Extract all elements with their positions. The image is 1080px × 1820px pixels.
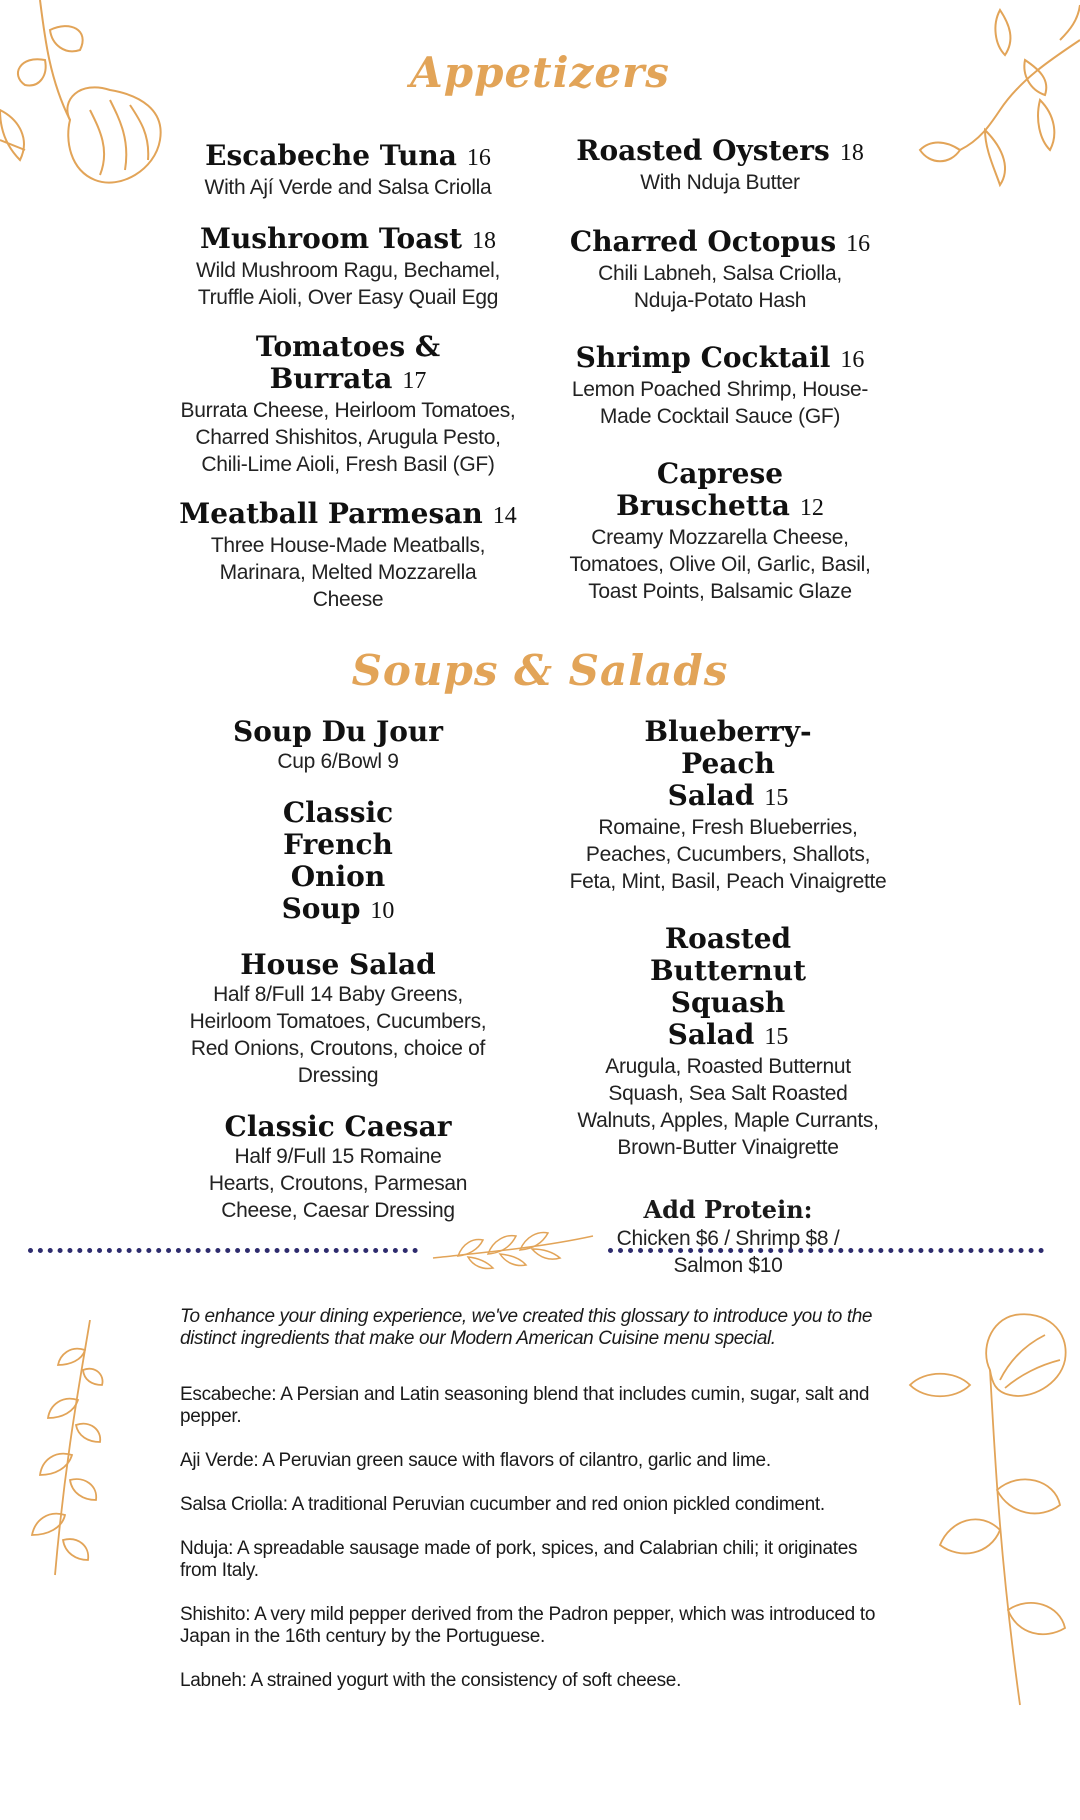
item-name: Roasted Butternut Squash Salad <box>649 922 807 1051</box>
divider-right <box>608 1248 1044 1253</box>
flower-bud-branch-icon <box>900 0 1080 200</box>
item-name: Tomatoes & Burrata <box>255 330 441 395</box>
menu-item <box>550 458 890 605</box>
item-price: 15 <box>764 1024 789 1050</box>
appetizers-title: Appetizers <box>410 48 670 97</box>
menu-item <box>550 135 890 196</box>
appetizers-right-column <box>550 135 890 605</box>
divider-left <box>28 1248 418 1253</box>
item-description: With Ají Verde and Salsa Criolla <box>204 176 492 199</box>
soups-right-column <box>568 716 888 1279</box>
tall-flower-branch-icon <box>900 1310 1080 1710</box>
item-name: Meatball Parmesan <box>179 497 483 530</box>
item-price: 14 <box>492 503 517 529</box>
item-name: Roasted Oysters <box>576 134 830 167</box>
menu-item <box>178 716 498 775</box>
item-description: Chili Labneh, Salsa Criolla, Nduja-Potato Hash <box>598 262 842 312</box>
menu-item <box>178 949 498 1089</box>
item-price: 16 <box>466 145 491 171</box>
item-name: Soup Du Jour <box>233 715 443 748</box>
item-description: Burrata Cheese, Heirloom Tomatoes, Charred Shishitos, Arugula Pesto, Chili-Lime Aioli, Fresh Basil (GF) <box>180 399 516 476</box>
appetizers-left-column <box>178 140 518 613</box>
menu-item <box>568 716 888 895</box>
item-price: 16 <box>840 347 865 373</box>
add-protein <box>568 1195 888 1279</box>
item-price: 18 <box>472 228 497 254</box>
glossary-entry: Salsa Criolla: A traditional Peruvian cucumber and red onion pickled condiment. <box>180 1494 825 1515</box>
item-name: Classic Caesar <box>224 1110 452 1143</box>
add-protein-prices: Chicken $6 / Shrimp $8 / Salmon $10 <box>616 1227 840 1277</box>
item-price: 17 <box>402 368 427 394</box>
glossary-entry: Escabeche: A Persian and Latin seasoning blend that includes cumin, sugar, salt and pepper. <box>180 1384 870 1427</box>
item-name: Charred Octopus <box>569 225 837 258</box>
menu-item <box>550 342 890 430</box>
glossary-entry: Labneh: A strained yogurt with the consistency of soft cheese. <box>180 1670 682 1691</box>
item-name: Mushroom Toast <box>199 222 463 255</box>
item-description: Cup 6/Bowl 9 <box>277 750 399 773</box>
item-price: 12 <box>799 495 824 521</box>
glossary-entry: Nduja: A spreadable sausage made of pork, spices, and Calabrian chili; it originates from Italy. <box>180 1538 858 1581</box>
item-description: With Nduja Butter <box>640 171 800 194</box>
item-price: 18 <box>839 140 864 166</box>
glossary-entry: Shishito: A very mild pepper derived from the Padron pepper, which was introduced to Japan in the 16th century by the Portuguese. <box>180 1604 876 1647</box>
item-description: Three House-Made Meatballs, Marinara, Melted Mozzarella Cheese <box>210 534 486 611</box>
item-name: Escabeche Tuna <box>205 139 457 172</box>
item-name: Classic French Onion Soup <box>281 796 394 925</box>
item-name: Blueberry-Peach Salad <box>644 715 812 812</box>
menu-item <box>178 797 498 927</box>
glossary <box>180 1306 880 1714</box>
soups-left-column <box>178 716 498 1224</box>
item-description: Romaine, Fresh Blueberries, Peaches, Cucumbers, Shallots, Feta, Mint, Basil, Peach Vinaigrette <box>569 816 887 893</box>
menu-item <box>178 331 518 478</box>
menu-item <box>178 223 518 311</box>
soups-salads-title: Soups & Salads <box>351 646 729 695</box>
item-description: Half 8/Full 14 Baby Greens, Heirloom Tomatoes, Cucumbers, Red Onions, Croutons, choice of Dressing <box>189 983 487 1087</box>
item-description: Creamy Mozzarella Cheese, Tomatoes, Olive Oil, Garlic, Basil, Toast Points, Balsamic Glaze <box>569 526 871 603</box>
flower-icon <box>0 0 175 210</box>
item-name: House Salad <box>240 948 436 981</box>
item-price: 10 <box>370 898 395 924</box>
item-description: Half 9/Full 15 Romaine Hearts, Croutons, Parmesan Cheese, Caesar Dressing <box>208 1145 468 1222</box>
glossary-intro: To enhance your dining experience, we've created this glossary to introduce you to the distinct ingredients that make our Modern American Cuisine menu special. <box>180 1306 873 1349</box>
menu-item <box>178 1111 498 1224</box>
fern-branch-icon <box>10 1320 110 1580</box>
item-price: 16 <box>846 231 871 257</box>
menu-item <box>568 923 888 1161</box>
glossary-entry: Aji Verde: A Peruvian green sauce with flavors of cilantro, garlic and lime. <box>180 1450 771 1471</box>
item-description: Arugula, Roasted Butternut Squash, Sea Salt Roasted Walnuts, Apples, Maple Currants, Brown-Butter Vinaigrette <box>577 1055 879 1159</box>
item-description: Lemon Poached Shrimp, House-Made Cocktail Sauce (GF) <box>571 378 869 428</box>
item-description: Wild Mushroom Ragu, Bechamel, Truffle Aioli, Over Easy Quail Egg <box>195 259 501 309</box>
menu-item <box>178 498 518 613</box>
item-name: Caprese Bruschetta <box>616 457 790 522</box>
menu-item <box>178 140 518 201</box>
add-protein-label: Add Protein: <box>643 1195 813 1224</box>
item-price: 15 <box>764 785 789 811</box>
menu-item <box>550 226 890 314</box>
item-name: Shrimp Cocktail <box>575 341 831 374</box>
